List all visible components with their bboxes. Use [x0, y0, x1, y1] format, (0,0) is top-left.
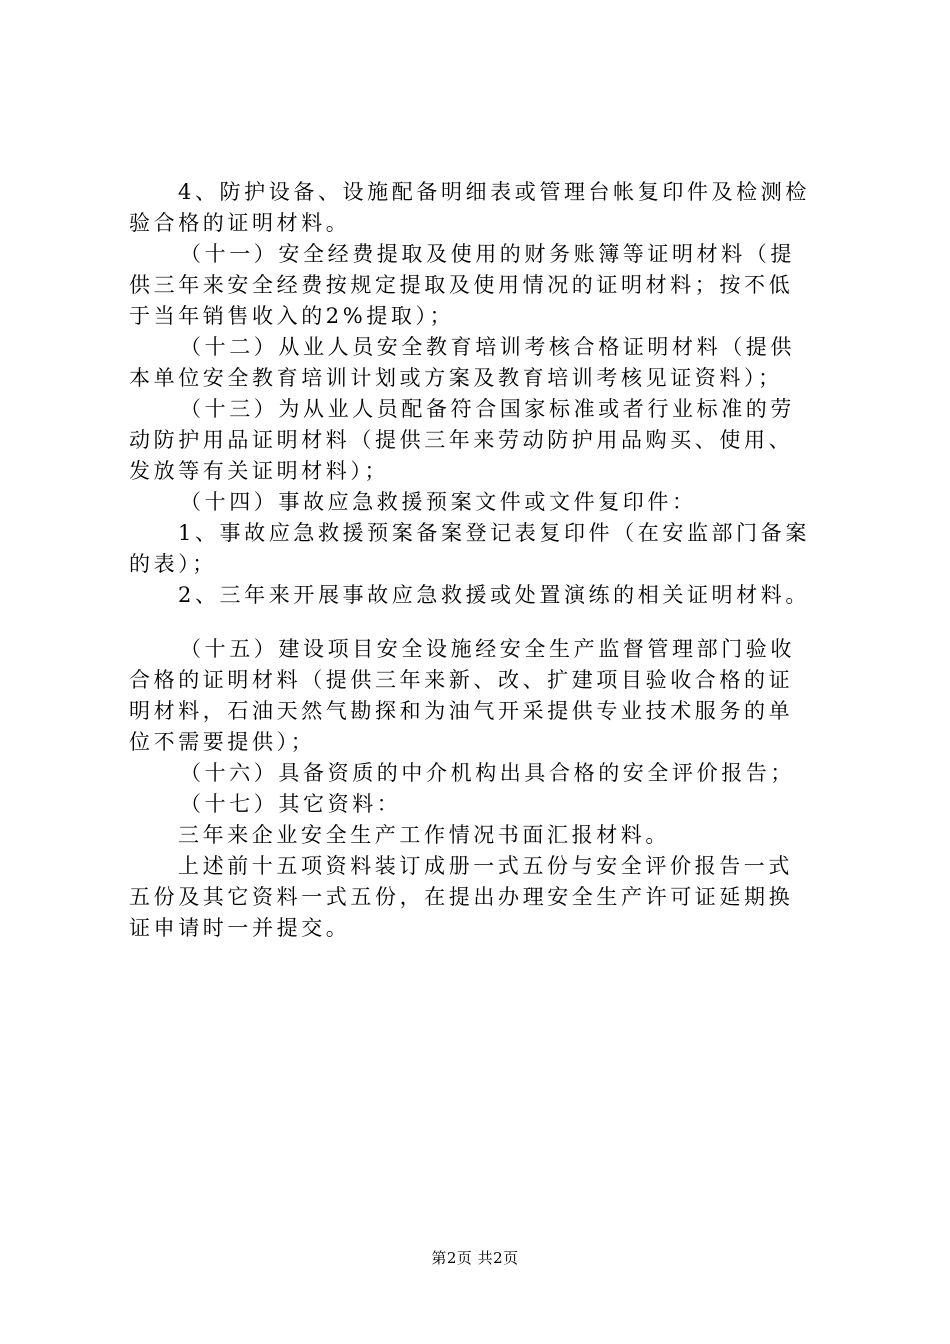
text-line: 五份及其它资料一式五份，在提出办理安全生产许可证延期换: [129, 885, 794, 909]
text-line: （十七）其它资料：: [180, 792, 402, 816]
text-line: 动防护用品证明材料（提供三年来劳动防护用品购买、使用、: [129, 428, 794, 452]
text-line: 本单位安全教育培训计划或方案及教育培训考核见证资料）；: [129, 366, 783, 390]
text-line: （十六）具备资质的中介机构出具合格的安全评价报告；: [180, 761, 795, 785]
text-line: 发放等有关证明材料）；: [129, 459, 390, 483]
text-line: 1、事故应急救援预案备案登记表复印件（在安监部门备案: [178, 521, 810, 545]
text-line: 4、防护设备、设施配备明细表或管理台帐复印件及检测检: [178, 180, 810, 204]
text-line: 三年来企业安全生产工作情况书面汇报材料。: [178, 823, 670, 847]
page-number-footer: 第2页 共2页: [431, 1249, 519, 1267]
text-line: （十四）事故应急救援预案文件或文件复印件：: [180, 490, 697, 514]
text-line: 证申请时一并提交。: [129, 916, 351, 940]
text-line: 位不需要提供）；: [129, 730, 316, 754]
text-line: 合格的证明材料（提供三年来新、改、扩建项目验收合格的证: [129, 668, 794, 692]
text-line: 的表）；: [129, 552, 217, 576]
text-line: 供三年来安全经费按规定提取及使用情况的证明材料；按不低: [129, 273, 794, 297]
text-line: （十三）为从业人员配备符合国家标准或者行业标准的劳: [180, 397, 795, 421]
text-line: （十二）从业人员安全教育培训考核合格证明材料（提供: [180, 335, 795, 359]
text-line: （十五）建设项目安全设施经安全生产监督管理部门验收: [180, 637, 795, 661]
text-line: 于当年销售收入的2%提取）；: [129, 304, 455, 328]
text-line: 验合格的证明材料。: [129, 211, 351, 235]
text-line: 明材料，石油天然气勘探和为油气开采提供专业技术服务的单: [129, 699, 794, 723]
text-line: 上述前十五项资料装订成册一式五份与安全评价报告一式: [178, 854, 793, 878]
text-line: （十一）安全经费提取及使用的财务账簿等证明材料（提: [180, 242, 795, 266]
text-line: 2、三年来开展事故应急救援或处置演练的相关证明材料。: [178, 583, 810, 607]
